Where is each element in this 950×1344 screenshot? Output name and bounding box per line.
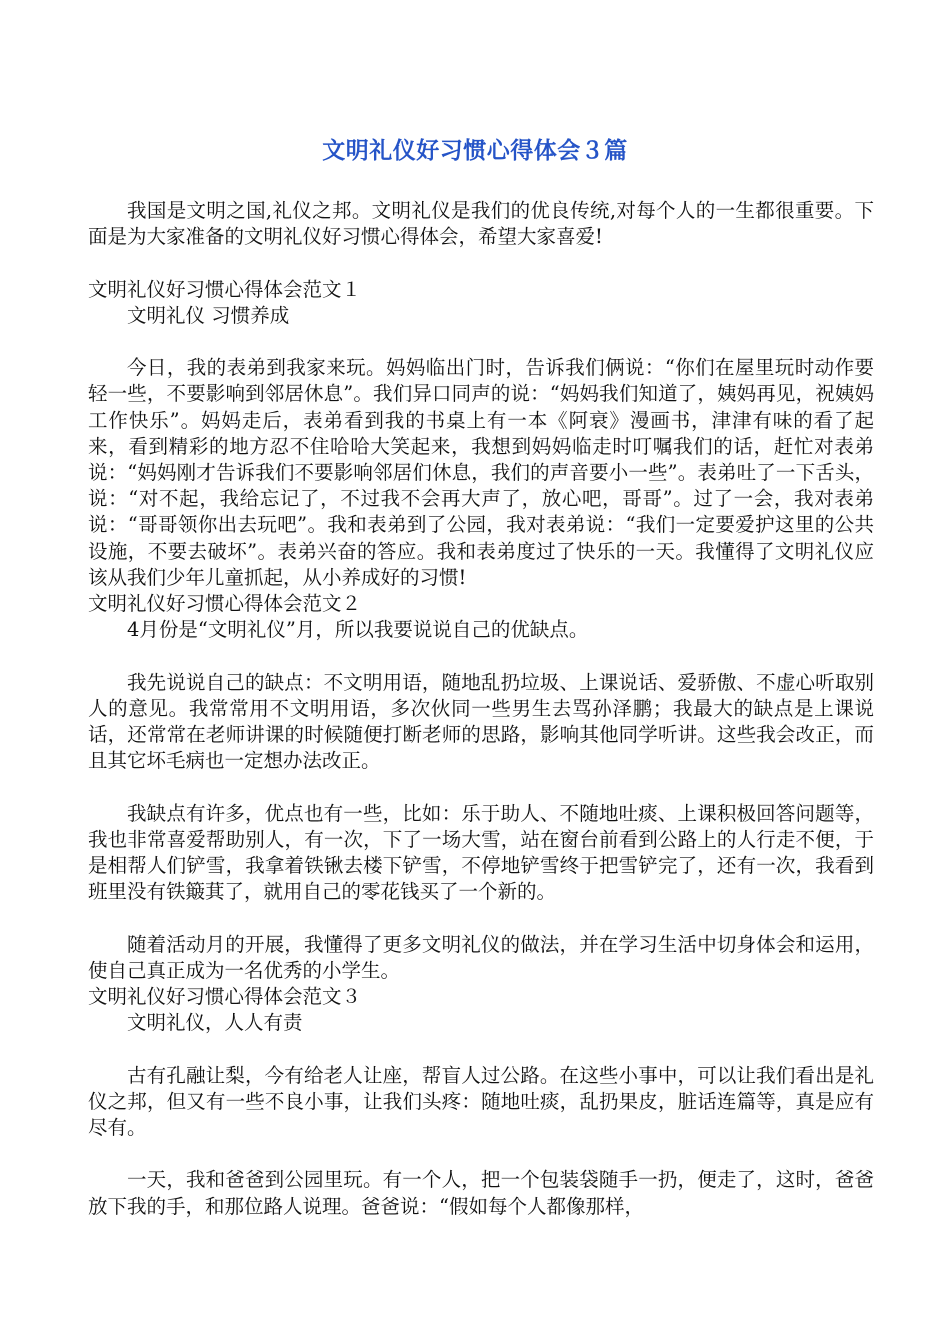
paragraph-spacer bbox=[88, 905, 874, 931]
paragraph-spacer bbox=[88, 1141, 874, 1167]
paragraph: 古有孔融让梨，今有给老人让座，帮盲人过公路。在这些小事中，可以让我们看出是礼仪之邦，但又有一些不良小事，让我们头疼：随地吐痰，乱扔果皮，脏话连篇等，真是应有尽有。 bbox=[88, 1063, 874, 1140]
paragraph: 今日，我的表弟到我家来玩。妈妈临出门时，告诉我们俩说：“你们在屋里玩时动作要轻一些，不要影响到邻居休息”。我们异口同声的说：“妈妈我们知道了，姨妈再见，祝姨妈工作快乐”。妈妈走后，表弟看到我的书桌上有一本《阿衰》漫画书，津津有味的看了起来，看到精彩的地方忍不住哈哈大笑起来，我想到妈妈临走时叮嘱我们的话，赶忙对表弟说：“妈妈刚才告诉我们不要影响邻居们休息，我们的声音要小一些”。表弟吐了一下舌头，说：“对不起，我给忘记了，不过我不会再大声了，放心吧，哥哥”。过了一会，我对表弟说：“哥哥领你出去玩吧”。我和表弟到了公园，我对表弟说：“我们一定要爱护这里的公共设施，不要去破坏”。表弟兴奋的答应。我和表弟度过了快乐的一天。我懂得了文明礼仪应该从我们少年儿童抓起，从小养成好的习惯! bbox=[88, 356, 874, 589]
paragraph: 4月份是“文明礼仪”月，所以我要说说自己的优缺点。 bbox=[127, 618, 589, 642]
paragraph: 我国是文明之国,礼仪之邦。文明礼仪是我们的优良传统,对每个人的一生都很重要。下面是为大家准备的文明礼仪好习惯心得体会，希望大家喜爱! bbox=[88, 199, 874, 249]
section-heading: 文明礼仪好习惯心得体会范文２ bbox=[88, 592, 362, 616]
paragraph-spacer bbox=[88, 1036, 874, 1062]
paragraph: 我先说说自己的缺点：不文明用语，随地乱扔垃圾、上课说话、爱骄傲、不虚心听取别人的意见。我常常用不文明用语，多次伙同一些男生去骂孙泽鹏；我最大的缺点是上课说话，还常常在老师讲课的时候随便打断老师的思路，影响其他同学听讲。这些我会改正，而且其它坏毛病也一定想办法改正。 bbox=[88, 670, 874, 773]
section-heading: 文明礼仪好习惯心得体会范文１ bbox=[88, 277, 362, 301]
paragraph: 我缺点有许多，优点也有一些，比如：乐于助人、不随地吐痰、上课积极回答问题等，我也非常喜爱帮助别人，有一次，下了一场大雪，站在窗台前看到公路上的人行走不便，于是相帮人们铲雪，我拿着铁锹去楼下铲雪，不停地铲雪终于把雪铲完了，还有一次，我看到班里没有铁簸萁了，就用自己的零花钱买了一个新的。 bbox=[88, 801, 874, 904]
section-heading: 文明礼仪好习惯心得体会范文３ bbox=[88, 985, 362, 1009]
paragraph-spacer bbox=[88, 250, 874, 276]
paragraph: 一天，我和爸爸到公园里玩。有一个人，把一个包装袋随手一扔，便走了，这时，爸爸放下我的手，和那位路人说理。爸爸说：“假如每个人都像那样， bbox=[88, 1168, 874, 1218]
paragraph-spacer bbox=[88, 643, 874, 669]
document-body bbox=[88, 198, 874, 1220]
paragraph: 文明礼仪，人人有责 bbox=[127, 1011, 303, 1035]
document-title: 文明礼仪好习惯心得体会３篇 bbox=[322, 138, 628, 164]
paragraph: 文明礼仪 习惯养成 bbox=[127, 303, 290, 327]
paragraph-spacer bbox=[88, 329, 874, 355]
paragraph: 随着活动月的开展，我懂得了更多文明礼仪的做法，并在学习生活中切身体会和运用，使自己真正成为一名优秀的小学生。 bbox=[88, 932, 874, 982]
paragraph-spacer bbox=[88, 774, 874, 800]
